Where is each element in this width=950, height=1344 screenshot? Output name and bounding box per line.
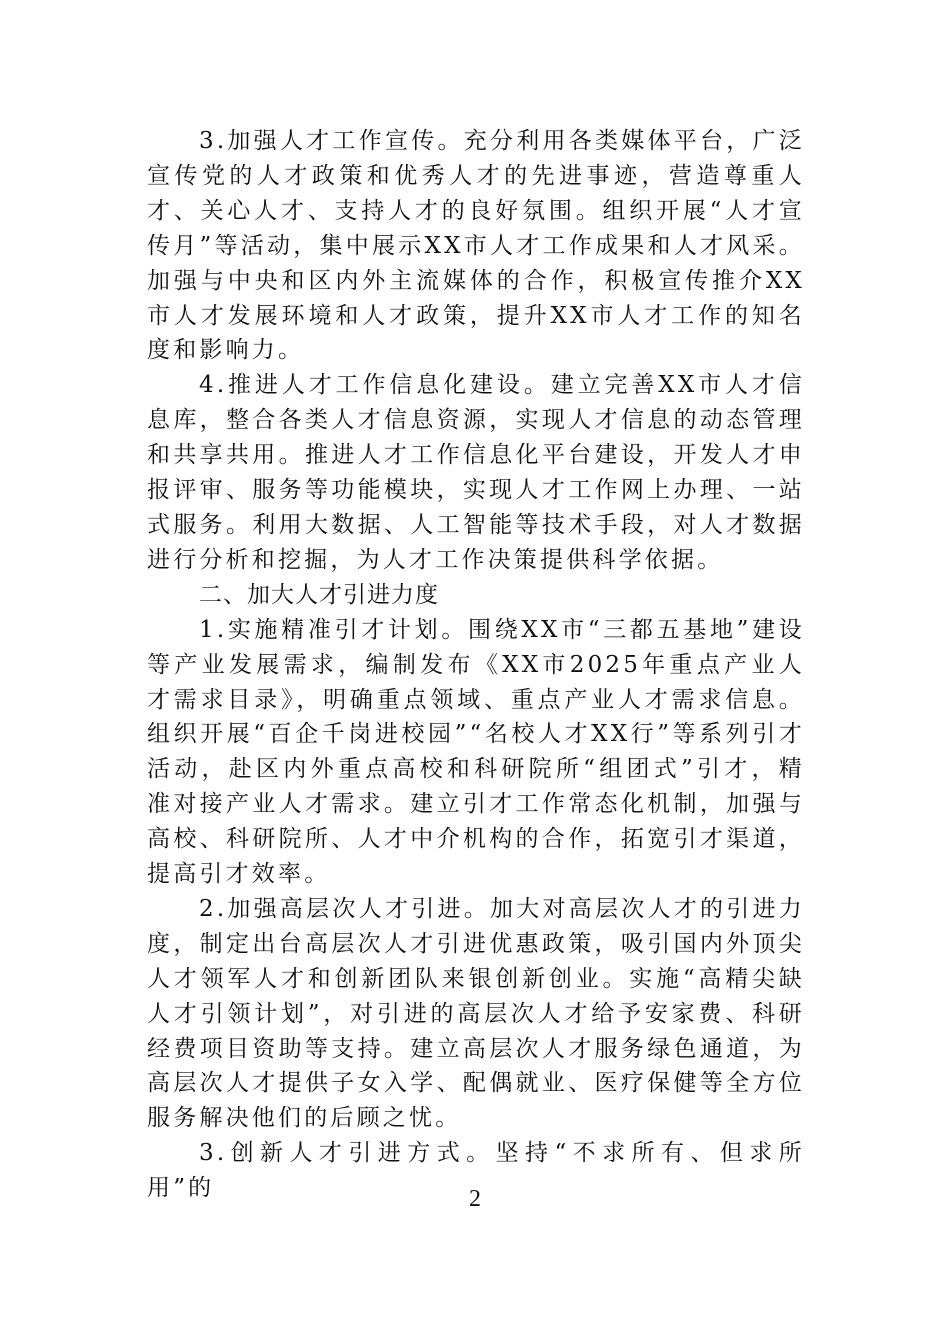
section-heading: 二、加大人才引进力度: [199, 581, 439, 608]
paragraph-informatization: 4.推进人才工作信息化建设。建立完善XX市人才信息库，整合各类人才信息资源，实现人才信息的动态管理和共享共用。推进人才工作信息化平台建设，开发人才申报评审、服务等功能模块，实现人才工作网上办理、一站式服务。利用大数据、人工智能等技术手段，对人才数据进行分析和挖掘，为人才工作决策提供科学依据。: [147, 372, 805, 573]
page-number: 2: [469, 1186, 481, 1212]
paragraph-innovative-methods: 3.创新人才引进方式。坚持“不求所有、但求所用”的: [147, 1140, 805, 1202]
paragraph-high-level-talent: 2.加强高层次人才引进。加大对高层次人才的引进力度，制定出台高层次人才引进优惠政策，吸引国内外顶尖人才领军人才和创新团队来银创新创业。实施“高精尖缺人才引领计划”，对引进的高层次人才给予安家费、科研经费项目资助等支持。建立高层次人才服务绿色通道，为高层次人才提供子女入学、配偶就业、医疗保健等全方位服务解决他们的后顾之忧。: [147, 895, 805, 1132]
paragraph-precise-recruitment: 1.实施精准引才计划。围绕XX市“三都五基地”建设等产业发展需求，编制发布《XX市2025年重点产业人才需求目录》，明确重点领域、重点产业人才需求信息。组织开展“百企千岗进校园”“名校人才XX行”等系列引才活动，赴区内外重点高校和科研院所“组团式”引才，精准对接产业人才需求。建立引才工作常态化机制，加强与高校、科研院所、人才中介机构的合作，拓宽引才渠道，提高引才效率。: [147, 616, 805, 888]
document-body: [147, 124, 805, 1206]
paragraph-publicity: 3.加强人才工作宣传。充分利用各类媒体平台，广泛宣传党的人才政策和优秀人才的先进事迹，营造尊重人才、关心人才、支持人才的良好氛围。组织开展“人才宣传月”等活动，集中展示XX市人才工作成果和人才风采。加强与中央和区内外主流媒体的合作，积极宣传推介XX市人才发展环境和人才政策，提升XX市人才工作的知名度和影响力。: [147, 128, 805, 364]
